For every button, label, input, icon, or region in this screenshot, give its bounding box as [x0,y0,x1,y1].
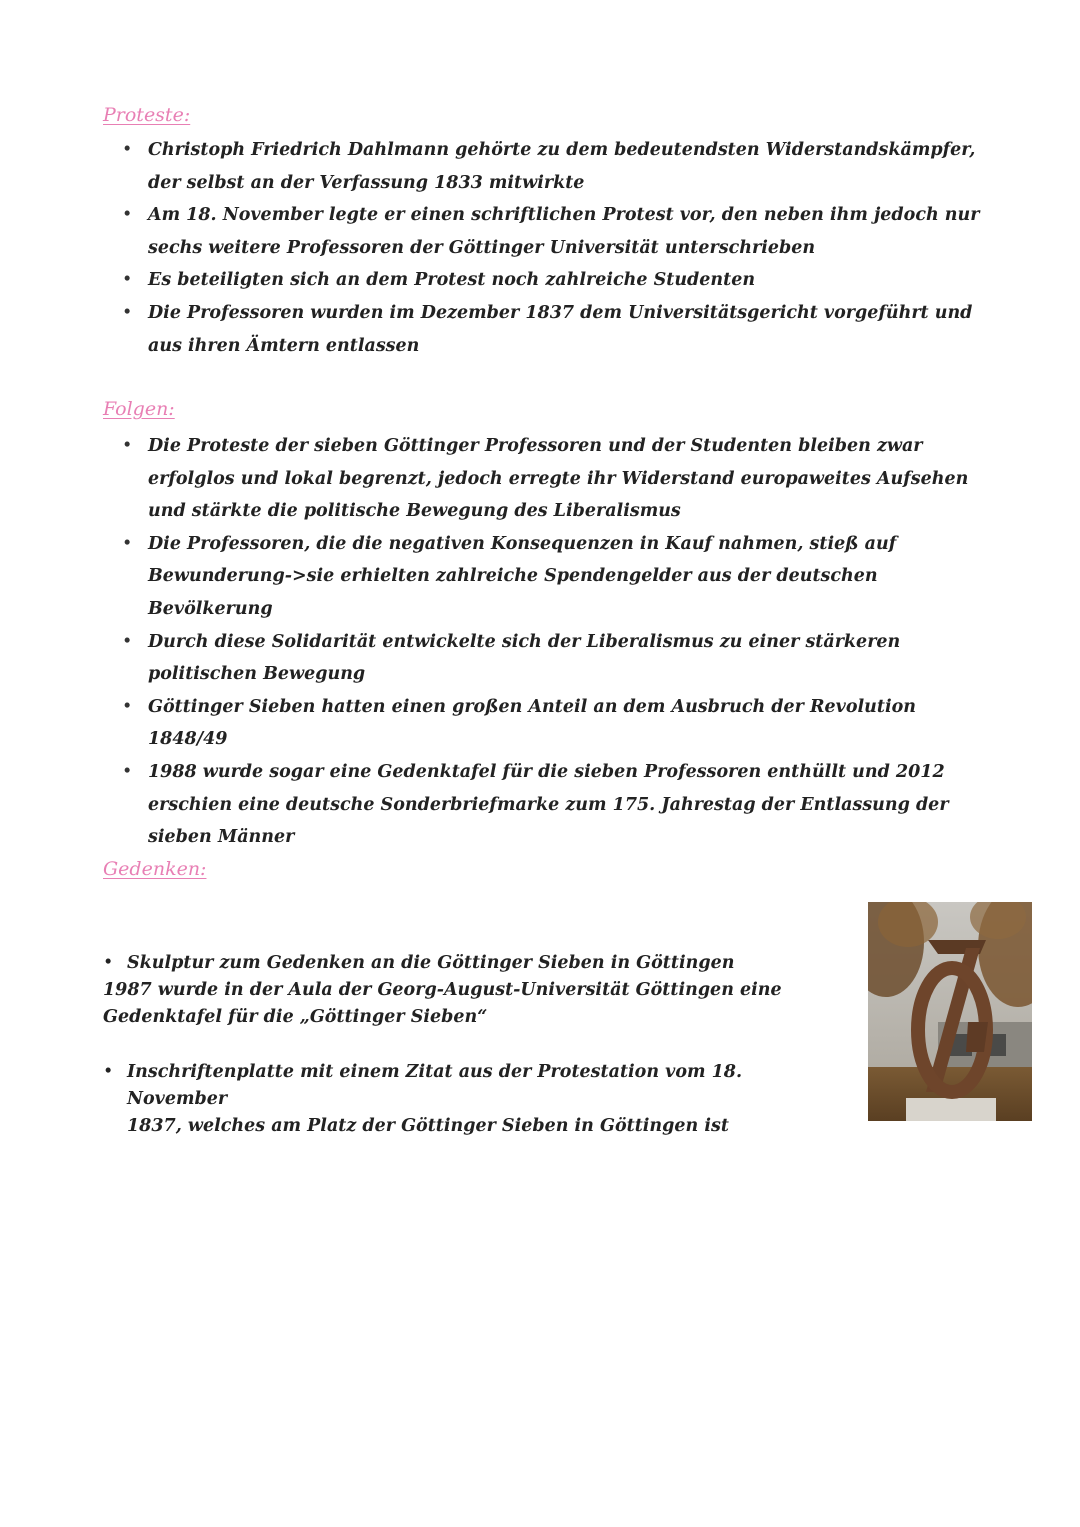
list-item: • Göttinger Sieben hatten einen großen Anteil an dem Ausbruch der Revolution 1848/49 [120,691,1000,756]
heading-gedenken: Gedenken: [103,858,207,880]
list-item: • Es beteiligten sich an dem Protest noch zahlreiche Studenten [120,264,1000,297]
folgen-list [120,430,1000,854]
gedenken-bullet-2: • Inschriftenplatte mit einem Zitat aus der Protestation vom 18. November [103,1059,843,1113]
gedenken-item-1-cont-1: 1987 wurde in der Aula der Georg-August-Universität Göttingen eine [103,980,782,1000]
list-item: • 1988 wurde sogar eine Gedenktafel für die sieben Professoren enthüllt und 2012 erschien eine deutsche Sonderbriefmarke zum 175. Jahrestag der Entlassung der sieben Männer [120,756,1000,854]
gedenken-item-2 [103,1059,843,1140]
gedenken-item-1-cont-2: Gedenktafel für die „Göttinger Sieben“ [103,1007,488,1027]
gedenken-item-1 [103,950,823,1031]
sculpture-image [868,902,1032,1121]
heading-proteste: Proteste: [103,104,191,126]
heading-folgen: Folgen: [103,398,175,420]
list-item: • Durch diese Solidarität entwickelte sich der Liberalismus zu einer stärkeren politischen Bewegung [120,626,1000,691]
list-item: • Die Proteste der sieben Göttinger Professoren und der Studenten bleiben zwar erfolglos und lokal begrenzt, jedoch erregte ihr Widerstand europaweites Aufsehen und stärkte die politische Bewegung des Liberalismus [120,430,1000,528]
list-item: • Am 18. November legte er einen schriftlichen Protest vor, den neben ihm jedoch nur sechs weitere Professoren der Göttinger Universität unterschrieben [120,199,1000,264]
list-item: • Die Professoren wurden im Dezember 1837 dem Universitätsgericht vorgeführt und aus ihren Ämtern entlassen [120,297,1000,362]
list-item: • Christoph Friedrich Dahlmann gehörte zu dem bedeutendsten Widerstandskämpfer, der selbst an der Verfassung 1833 mitwirkte [120,134,1000,199]
list-item: • Die Professoren, die die negativen Konsequenzen in Kauf nahmen, stieß auf Bewunderung->sie erhielten zahlreiche Spendengelder aus der deutschen Bevölkerung [120,528,1000,626]
gedenken-bullet-1: • Skulptur zum Gedenken an die Göttinger Sieben in Göttingen [103,950,823,977]
sculpture-photo [868,902,1032,1121]
gedenken-item-2-cont: 1837, welches am Platz der Göttinger Sieben in Göttingen ist [127,1116,729,1136]
proteste-list [120,134,1000,362]
